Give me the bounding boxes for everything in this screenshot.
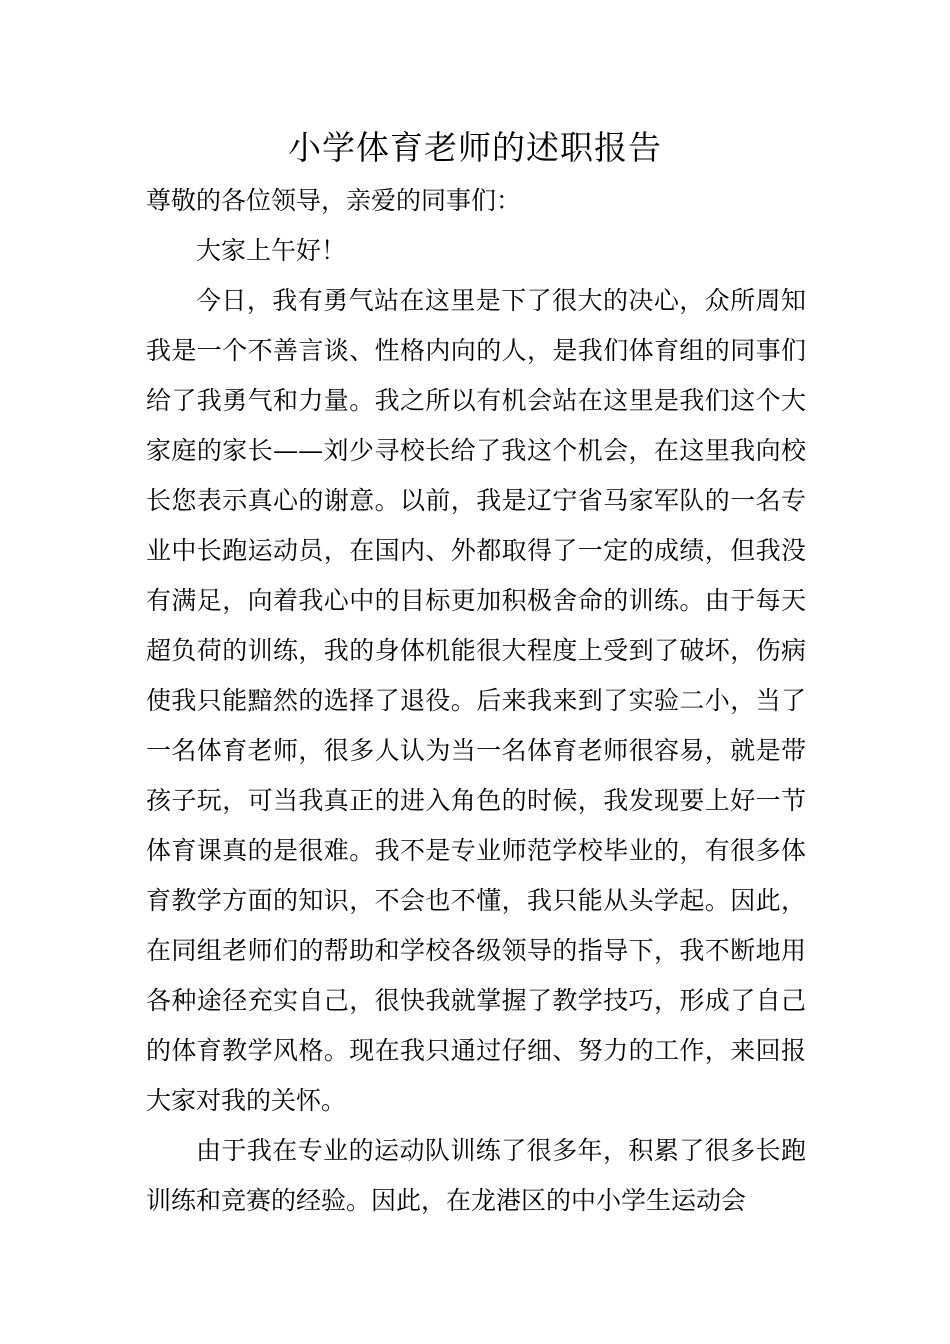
salutation: 尊敬的各位领导，亲爱的同事们： [146, 186, 522, 215]
document-title: 小学体育老师的述职报告 [288, 128, 662, 167]
document-body [146, 176, 806, 1226]
paragraph-experience: 由于我在专业的运动队训练了很多年，积累了很多长跑训练和竞赛的经验。因此，在龙港区的中小学生运动会 [146, 1136, 806, 1215]
paragraph-introduction: 今日，我有勇气站在这里是下了很大的决心，众所周知我是一个不善言谈、性格内向的人，是我们体育组的同事们给了我勇气和力量。我之所以有机会站在这里是我们这个大家庭的家长——刘少寻校长给了我这个机会，在这里我向校长您表示真心的谢意。以前，我是辽宁省马家军队的一名专业中长跑运动员，在国内、外都取得了一定的成绩，但我没有满足，向着我心中的目标更加积极舍命的训练。由于每天超负荷的训练，我的身体机能很大程度上受到了破坏，伤病使我只能黯然的选择了退役。后来我来到了实验二小，当了一名体育老师，很多人认为当一名体育老师很容易，就是带孩子玩，可当我真正的进入角色的时候，我发现要上好一节体育课真的是很难。我不是专业师范学校毕业的，有很多体育教学方面的知识，不会也不懂，我只能从头学起。因此，在同组老师们的帮助和学校各级领导的指导下，我不断地用各种途径充实自己，很快我就掌握了教学技巧，形成了自己的体育教学风格。现在我只通过仔细、努力的工作，来回报大家对我的关怀。 [146, 286, 806, 1115]
paragraph-greeting: 大家上午好！ [196, 236, 347, 265]
